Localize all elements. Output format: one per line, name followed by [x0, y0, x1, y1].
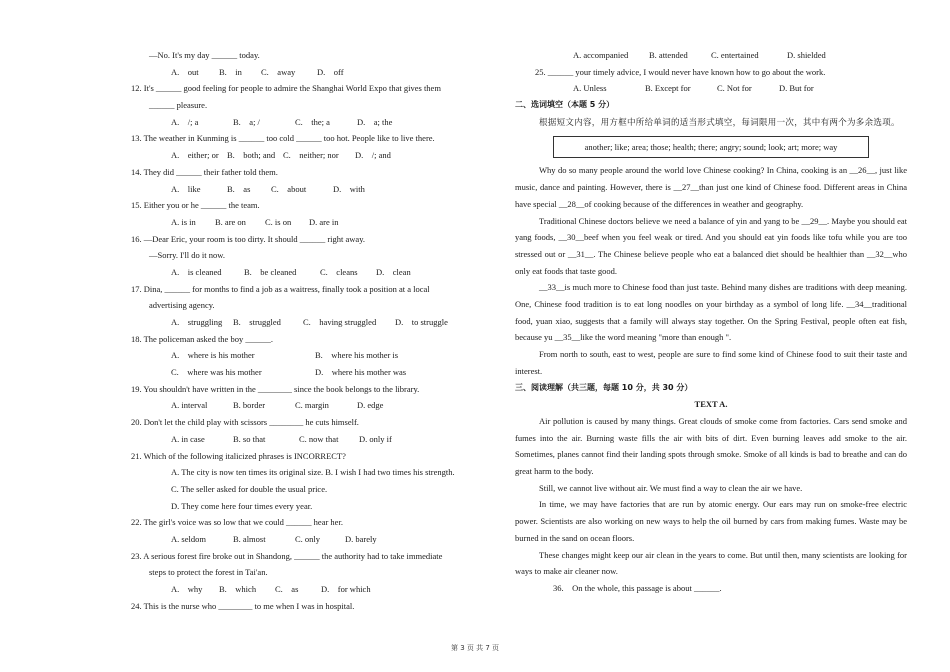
answer-option: D. edge: [357, 400, 384, 411]
question-line: 14. They did ______ their father told them.: [131, 166, 278, 177]
reading-paragraph: In time, we may have factories that are run by atomic energy. Our ears may run on smoke-free electric power. Scientists are also working on new ways to help the oil burned by cars from making fumes. Waste may be burned in the sand on ocean floors.: [515, 499, 907, 543]
cloze-paragraph: __33__is much more to Chinese food than just taste. Behind many dishes are traditions with deep meaning. One, Chinese food tradition is to eat long noodles on your birthday as a symbol of long life. __34__traditional food, yuan xiao, suggests that a family will always stay together. On the Spring Festival, people often eat fish, because yu __35__like the word meaning "more than enough ".: [515, 282, 907, 343]
answer-option: C. margin: [295, 400, 329, 411]
answer-option: C. cleans: [320, 266, 358, 277]
answer-options: [131, 397, 503, 414]
answer-options: [131, 314, 503, 331]
answer-option: D. to struggle: [395, 317, 448, 327]
question-line: ______ pleasure.: [149, 100, 208, 111]
text-a-heading: TEXT A.: [694, 399, 728, 410]
reading-paragraph: These changes might keep our air clean in the years to come. But until then, many scientists are looking for ways to make air cleaner now.: [515, 549, 907, 577]
question-line: steps to protect the forest in Tai'an.: [149, 567, 268, 578]
answer-option: A. is cleaned: [171, 266, 222, 277]
q25-option: C. Not for: [717, 83, 752, 94]
question-line: —No. It's my day ______ today.: [149, 50, 260, 60]
answer-option: C. the; a: [295, 116, 330, 127]
question-line: 19. You shouldn't have written in the ________ since the book belongs to the library.: [131, 383, 420, 394]
reading-paragraph: Air pollution is caused by many things. Great clouds of smoke come from factories. Cars send smoke and fumes into the air. Burning waste fills the air with bits of dirt. Even burning leaves add smoke to the air. Sometimes, planes cannot find their landing spots through smoke. Smoke of all kinds is bad to breathe and can do great harm to the body.: [515, 415, 907, 477]
reading-paragraph: Still, we cannot live without air. We must find a way to clean the air we have.: [539, 482, 803, 493]
answer-option: C. is on: [265, 216, 292, 227]
question-line: advertising agency.: [149, 300, 215, 311]
answer-option: C. having struggled: [303, 317, 377, 327]
answer-option: C. where was his mother: [171, 367, 262, 378]
q25-option: D. But for: [779, 83, 814, 94]
answer-option: C. about: [271, 183, 307, 194]
answer-option: B. almost: [233, 533, 266, 544]
q24-option: A. accompanied: [573, 50, 629, 60]
answer-options: [131, 181, 503, 198]
left-column: [131, 47, 503, 614]
answer-option: A. like: [171, 183, 201, 194]
q25-option: B. Except for: [645, 83, 691, 94]
answer-option: B. are on: [215, 216, 246, 227]
cloze-paragraph: From north to south, east to west, people are sure to find some kind of Chinese food to suit their taste and interest.: [515, 349, 907, 376]
answer-option: A. out: [171, 66, 199, 77]
question-line: —Sorry. I'll do it now.: [149, 250, 225, 261]
question-line: C. The seller asked for double the usual price.: [171, 483, 328, 494]
answer-option: D. /; and: [355, 150, 391, 161]
cloze-paragraph: Why do so many people around the world love Chinese cooking? In China, cooking is an __26__, just like music, dance and painting. However, there is __27__than just one kind of Chinese food. Different areas in China have special __28__of cooking because of the differences in weather and geography.: [515, 165, 907, 209]
answer-options: [131, 581, 503, 598]
q24-option: C. entertained: [711, 50, 759, 60]
question-line: 15. Either you or he ______ the team.: [131, 200, 260, 211]
answer-option: A. why: [171, 584, 203, 594]
answer-option: D. off: [317, 66, 344, 77]
page-footer: 第 3 页 共 7 页: [450, 644, 500, 652]
answer-option: C. away: [261, 66, 296, 77]
answer-option: A. interval: [171, 400, 208, 411]
answer-option: D. are in: [309, 216, 339, 227]
answer-options: [131, 431, 503, 448]
answer-option: A. struggling: [171, 317, 223, 327]
answer-option: C. neither; nor: [283, 150, 339, 161]
answer-option: A. /; a: [171, 116, 199, 127]
question-line: 23. A serious forest fire broke out in Shandong, ______ the authority had to take immediate: [131, 550, 443, 561]
answer-option: D. a; the: [357, 116, 393, 127]
answer-option: B. both; and: [227, 150, 276, 161]
question-line: 22. The girl's voice was so low that we could ______ hear her.: [131, 517, 343, 528]
q24-option: D. shielded: [787, 50, 826, 60]
answer-options: [131, 114, 503, 131]
answer-option: A. seldom: [171, 533, 206, 544]
answer-option: A. where is his mother: [171, 350, 255, 361]
question-line: 17. Dina, ______ for months to find a job as a waitress, finally took a position at a local: [131, 283, 430, 294]
answer-option: B. a; /: [233, 116, 260, 127]
question-line: A. The city is now ten times its original size. B. I wish I had two times his strength.: [171, 467, 455, 478]
answer-option: B. so that: [233, 433, 266, 444]
word-box: another; like; area; those; health; there; angry; sound; look; art; more; way: [553, 136, 869, 158]
right-column: [515, 47, 907, 597]
answer-options: [131, 64, 503, 81]
q24-options: [515, 47, 907, 64]
answer-option: C. only: [295, 533, 321, 544]
answer-option: A. either; or: [171, 150, 219, 161]
answer-options: [131, 347, 503, 364]
question-line: 21. Which of the following italicized phrases is INCORRECT?: [131, 450, 346, 461]
section-2-instructions: 根据短文内容，用方框中所给单词的适当形式填空，每词限用一次，其中有两个为多余选项。: [539, 116, 900, 127]
section-3-title: 三、阅读理解（共三题，每题 10 分，共 30 分）: [515, 382, 693, 392]
answer-option: D. with: [333, 183, 365, 194]
answer-option: D. barely: [345, 533, 377, 544]
answer-option: D. only if: [359, 433, 392, 444]
answer-option: B. as: [227, 183, 251, 194]
q24-option: B. attended: [649, 50, 688, 60]
answer-option: B. in: [219, 66, 242, 77]
question-line: 16. —Dear Eric, your room is too dirty. It should ______ right away.: [131, 233, 366, 244]
cloze-paragraph: Traditional Chinese doctors believe we need a balance of yin and yang to be __29__. Maybe you should eat yang foods, __30__beef when you feel weak or tired. And you should eat yin foods like tofu while you are too stressed out or __31__. The Chinese believe people who eat a balanced diet should be healthier than __32__who only eat foods that taste good.: [515, 215, 907, 276]
answer-options: [131, 531, 503, 548]
question-line: 20. Don't let the child play with scissors ________ he cuts himself.: [131, 417, 359, 428]
answer-option: C. now that: [299, 433, 339, 444]
question-line: 24. This is the nurse who ________ to me when I was in hospital.: [131, 600, 355, 611]
answer-option: D. clean: [376, 266, 411, 277]
question-line: D. They come here four times every year.: [171, 500, 313, 511]
answer-options: [131, 214, 503, 231]
question-25: 25. ______ your timely advice, I would never have known how to go about the work.: [535, 66, 826, 77]
answer-option: B. where his mother is: [315, 350, 399, 361]
question-line: 12. It's ______ good feeling for people to admire the Shanghai World Expo that gives them: [131, 83, 441, 94]
question-line: 13. The weather in Kunming is ______ too cold ______ too hot. People like to live there.: [131, 133, 435, 144]
answer-option: D. for which: [321, 584, 371, 594]
answer-option: B. struggled: [233, 317, 281, 327]
question-line: 18. The policeman asked the boy ______.: [131, 333, 273, 344]
answer-option: B. be cleaned: [244, 266, 297, 277]
answer-options: [131, 364, 503, 381]
answer-option: B. which: [219, 584, 257, 594]
answer-options: [131, 147, 503, 164]
answer-options: [131, 264, 503, 281]
question-36: 36. On the whole, this passage is about ______.: [553, 583, 722, 593]
answer-option: D. where his mother was: [315, 367, 407, 378]
q25-option: A. Unless: [573, 83, 607, 94]
answer-option: A. in case: [171, 433, 205, 444]
section-2-title: 二、选词填空（本题 5 分）: [515, 100, 615, 110]
answer-option: C. as: [275, 584, 299, 594]
answer-option: B. border: [233, 400, 266, 411]
q25-options: [515, 80, 907, 97]
answer-option: A. is in: [171, 216, 196, 227]
